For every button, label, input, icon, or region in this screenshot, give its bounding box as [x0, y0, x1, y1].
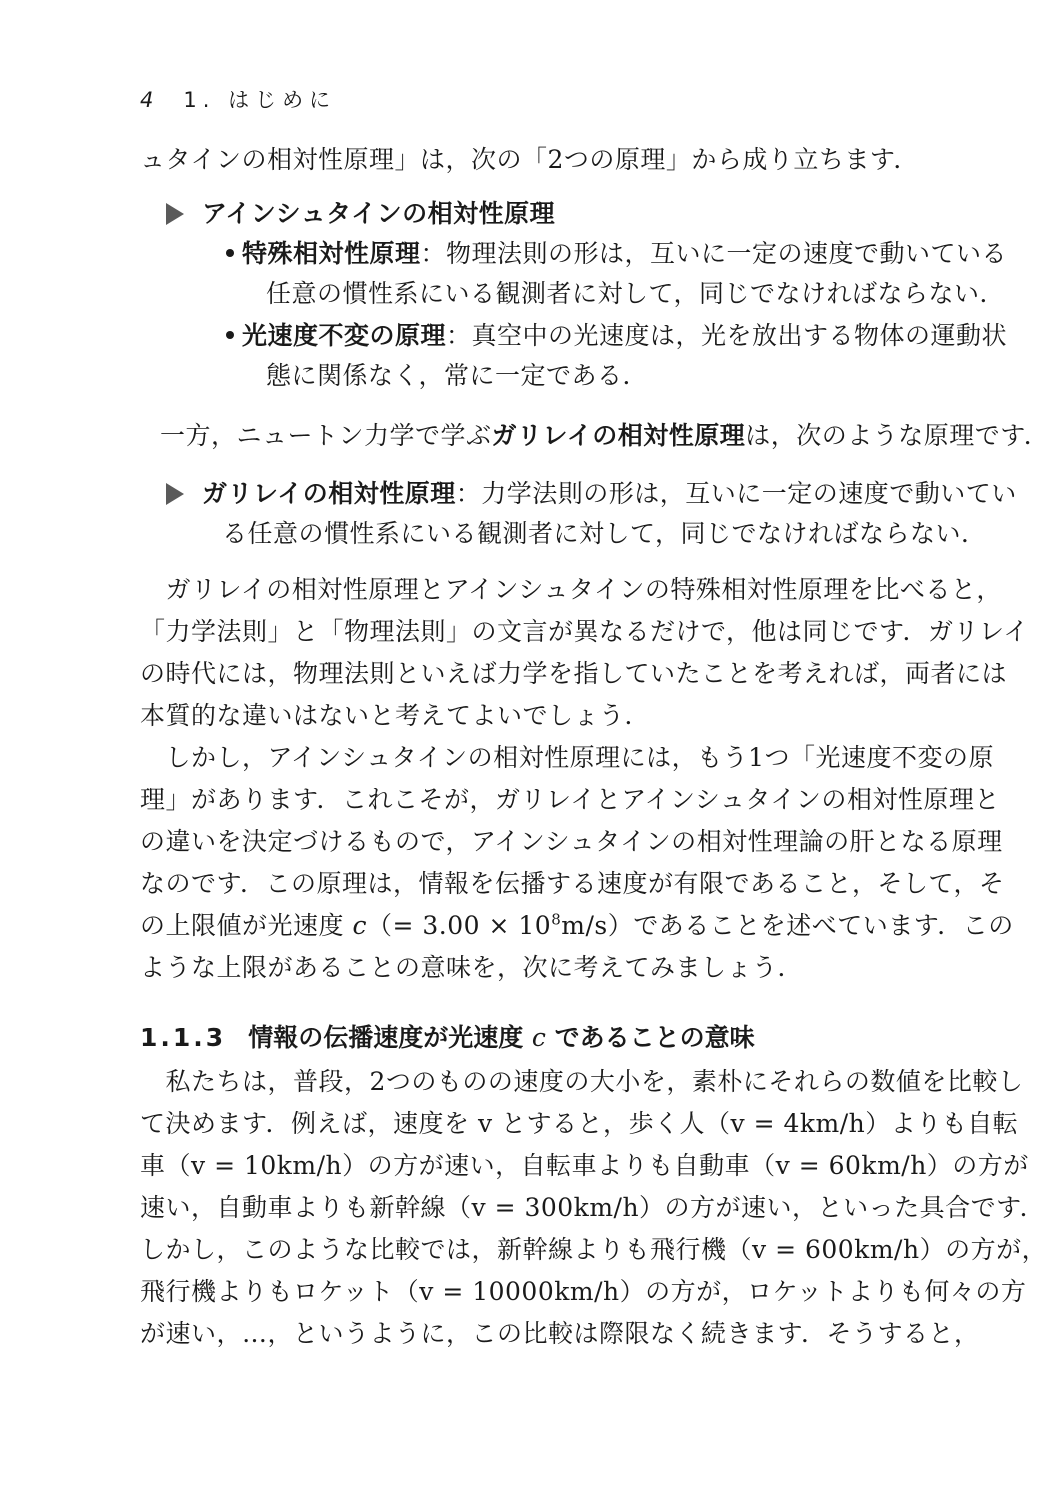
text-fragment: （= 3.00 × 10 — [366, 911, 552, 940]
paragraph-line: なのです．この原理は，情報を伝播する速度が有限であること，そして，そ — [140, 869, 1005, 898]
body-text-line: ュタインの相対性原理」は，次の「2つの原理」から成り立ちます． — [140, 145, 919, 174]
paragraph-line: しかし，アインシュタインの相対性原理には，もう1つ「光速度不変の原 — [140, 743, 995, 772]
galilei-item — [166, 476, 1017, 512]
text-fragment: の上限値が光速度 — [140, 911, 353, 940]
paragraph-line: 本質的な違いはないと考えてよいでしょう． — [140, 701, 651, 730]
variable-c: c — [352, 911, 367, 940]
text-fragment: m/s）であることを述べています．この — [561, 911, 1014, 940]
einstein-heading: アインシュタインの相対性原理 — [202, 199, 556, 228]
light-constancy-text: ：真空中の光速度は，光を放出する物体の運動状 — [446, 321, 1008, 350]
paragraph-line: 速い，自動車よりも新幹線（v = 300km/h）の方が速い，といった具合です． — [140, 1193, 1046, 1222]
triangle-bullet-icon — [166, 483, 184, 505]
bullet-dot-icon — [226, 331, 234, 339]
paragraph-line: 理」があります．これこそが，ガリレイとアインシュタインの相対性原理と — [140, 785, 1000, 814]
light-constancy-continuation: 態に関係なく，常に一定である． — [266, 361, 649, 390]
section-number: 1.1.3 — [140, 1023, 227, 1052]
paragraph-line: て決めます．例えば，速度を v とすると，歩く人（v = 4km/h）よりも自転 — [140, 1109, 1019, 1138]
newton-text-before: 一方，ニュートン力学で学ぶ — [160, 421, 492, 450]
section-title-before: 情報の伝播速度が光速度 — [248, 1023, 524, 1052]
section-variable-c: c — [531, 1023, 546, 1052]
paragraph-line: 飛行機よりもロケット（v = 10000km/h）の方が，ロケットよりも何々の方 — [140, 1277, 1027, 1306]
paragraph-line: 車（v = 10km/h）の方が速い，自転車よりも自動車（v = 60km/h）の方が — [140, 1151, 1029, 1180]
paragraph-line: ような上限があることの意味を，次に考えてみましょう． — [140, 953, 804, 982]
paragraph-line: 私たちは，普段，2つのものの速度の大小を，素朴にそれらの数値を比較し — [140, 1067, 1024, 1096]
paragraph-line: の時代には，物理法則といえば力学を指していたことを考えれば，両者には — [140, 659, 1008, 688]
light-constancy-item — [226, 318, 1016, 354]
section-title-after: であることの意味 — [554, 1023, 755, 1052]
light-constancy-term: 光速度不変の原理 — [242, 321, 447, 350]
galilei-term: ガリレイの相対性原理 — [202, 479, 456, 508]
special-relativity-item — [226, 236, 1016, 272]
exponent: 8 — [551, 910, 562, 929]
triangle-bullet-icon — [166, 203, 184, 225]
galilei-term-inline: ガリレイの相対性原理 — [491, 421, 746, 450]
galilei-text: ：力学法則の形は，互いに一定の速度で動いてい — [455, 479, 1017, 508]
galilei-continuation: る任意の慣性系にいる観測者に対して，同じでなければならない． — [222, 519, 987, 548]
section-heading — [140, 1020, 755, 1056]
chapter-title: 1. はじめに — [183, 88, 337, 112]
paragraph-line: が速い，…，というように，この比較は際限なく続きます．そうすると， — [140, 1319, 980, 1348]
special-relativity-term: 特殊相対性原理 — [242, 239, 421, 268]
paragraph-line: の違いを決定づけるもので，アインシュタインの相対性理論の肝となる原理 — [140, 827, 1003, 856]
newton-line — [160, 418, 1050, 454]
running-header — [140, 84, 336, 114]
special-relativity-continuation: 任意の慣性系にいる観測者に対して，同じでなければならない． — [266, 279, 1006, 308]
special-relativity-text: ：物理法則の形は，互いに一定の速度で動いている — [420, 239, 1008, 268]
paragraph-line: ガリレイの相対性原理とアインシュタインの特殊相対性原理を比べると， — [140, 575, 1002, 604]
paragraph-line: 「力学法則」と「物理法則」の文言が異なるだけで，他は同じです．ガリレイ — [140, 617, 1029, 646]
einstein-heading-line — [166, 196, 956, 232]
paragraph-line: しかし，このような比較では，新幹線よりも飛行機（v = 600km/h）の方が， — [140, 1235, 1048, 1264]
page-number: 4 — [140, 88, 154, 112]
newton-text-after: は，次のような原理です． — [745, 421, 1050, 450]
paragraph-line-speed-of-light — [140, 908, 1014, 944]
bullet-dot-icon — [226, 249, 234, 257]
